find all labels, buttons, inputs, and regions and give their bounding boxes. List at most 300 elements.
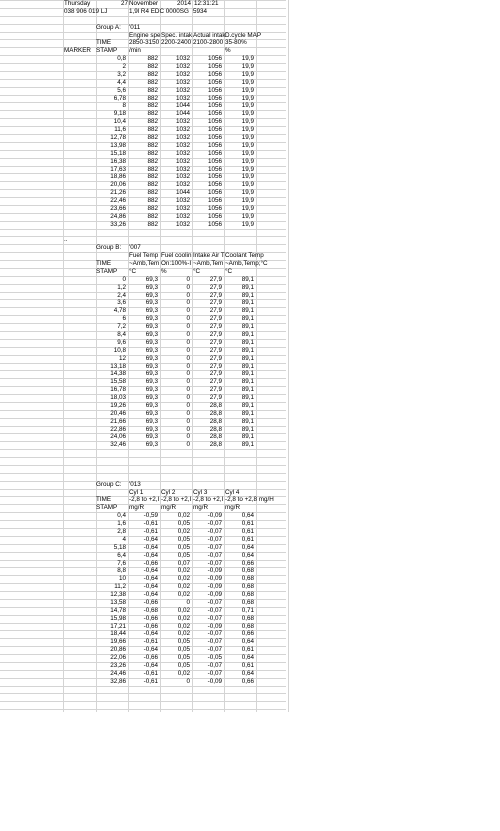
data-value: -0,64 <box>143 543 158 551</box>
data-value: -0,09 <box>207 512 222 520</box>
data-value: 28,8 <box>209 417 222 425</box>
data-value: -0,07 <box>207 543 222 551</box>
data-value: -0,07 <box>207 598 222 606</box>
group-a-label: Group A: <box>96 23 121 31</box>
time-stamp: 0 <box>122 275 126 283</box>
data-value: 19,9 <box>241 78 254 86</box>
data-value: 89,1 <box>241 401 254 409</box>
time-stamp: 1,6 <box>117 520 126 528</box>
data-value: 69,3 <box>145 386 158 394</box>
data-value: 882 <box>147 78 158 86</box>
time-stamp: 8 <box>122 102 126 110</box>
data-value: 27,9 <box>209 394 222 401</box>
data-value: 0,68 <box>241 591 254 598</box>
spec-range: ~Amb,Tem <box>129 260 160 267</box>
data-value: 0 <box>186 283 190 291</box>
data-value: 19,9 <box>241 181 254 189</box>
data-value: 27,9 <box>209 315 222 323</box>
data-value: 1032 <box>175 181 190 189</box>
separator: .. <box>64 236 68 244</box>
data-value: -0,07 <box>207 638 222 646</box>
data-value: -0,09 <box>207 583 222 591</box>
grid-row-line <box>0 481 286 482</box>
data-value: 0,05 <box>177 661 190 669</box>
data-value: -0,09 <box>207 677 222 685</box>
data-value: 1056 <box>207 134 222 141</box>
spec-range: 35-80% <box>225 39 247 47</box>
data-value: 27,9 <box>209 307 222 315</box>
time-stamp: 20,06 <box>110 181 126 189</box>
data-value: 882 <box>147 70 158 78</box>
time-stamp: 10,8 <box>113 346 126 354</box>
data-value: 69,3 <box>145 409 158 417</box>
time-stamp: 21,26 <box>110 189 126 197</box>
data-value: 0 <box>186 417 190 425</box>
data-value: 19,9 <box>241 141 254 149</box>
data-value: 89,1 <box>241 283 254 291</box>
grid-row-line <box>0 16 286 17</box>
data-value: 0 <box>186 354 190 362</box>
time-stamp: 13,18 <box>110 362 126 370</box>
unit-label: °C <box>225 267 233 275</box>
column-title: Spec. intak <box>161 31 193 39</box>
data-value: 0,64 <box>241 638 254 646</box>
data-value: 1056 <box>207 94 222 102</box>
data-value: 882 <box>147 94 158 102</box>
data-value: 1056 <box>207 110 222 118</box>
data-value: 69,3 <box>145 425 158 433</box>
data-value: 0 <box>186 362 190 370</box>
grid-row-line <box>0 268 286 269</box>
data-value: 27,9 <box>209 323 222 331</box>
data-value: 1032 <box>175 197 190 204</box>
data-value: 1056 <box>207 118 222 126</box>
data-value: 882 <box>147 55 158 63</box>
data-value: 0,64 <box>241 543 254 551</box>
time-stamp: 8,8 <box>117 567 126 575</box>
data-value: 1032 <box>175 63 190 70</box>
time-stamp: 22,86 <box>110 425 126 433</box>
data-value: 19,9 <box>241 55 254 63</box>
data-value: -0,07 <box>207 535 222 543</box>
group-b-label: Group B: <box>96 244 122 252</box>
header-code: 5934 <box>193 7 208 15</box>
data-value: 882 <box>147 102 158 110</box>
data-value: 69,3 <box>145 394 158 401</box>
data-value: 1056 <box>207 149 222 157</box>
data-value: 0,02 <box>177 528 190 535</box>
data-value: 0 <box>186 291 190 299</box>
data-value: 882 <box>147 110 158 118</box>
time-stamp: 6,78 <box>113 94 126 102</box>
data-value: 0,05 <box>177 638 190 646</box>
grid-row-line <box>0 709 286 710</box>
data-value: 89,1 <box>241 354 254 362</box>
time-stamp: 0,4 <box>117 512 126 520</box>
data-value: 1032 <box>175 220 190 228</box>
data-value: 882 <box>147 86 158 94</box>
data-value: 882 <box>147 63 158 70</box>
data-value: 0 <box>186 425 190 433</box>
data-value: -0,09 <box>207 567 222 575</box>
spec-range: On:100%-I <box>161 260 192 267</box>
data-value: 89,1 <box>241 338 254 346</box>
data-value: -0,09 <box>207 591 222 598</box>
data-value: 0,05 <box>177 646 190 654</box>
data-value: 882 <box>147 134 158 141</box>
column-title: Fuel Temp <box>129 252 159 260</box>
data-value: 69,3 <box>145 417 158 425</box>
data-value: 0,68 <box>241 622 254 630</box>
grid-row-line <box>0 449 286 450</box>
data-value: -0,64 <box>143 575 158 583</box>
data-value: 19,9 <box>241 70 254 78</box>
time-stamp: 24,46 <box>110 669 126 677</box>
data-value: 1056 <box>207 173 222 181</box>
data-value: 882 <box>147 149 158 157</box>
time-stamp: 4 <box>122 535 126 543</box>
data-value: 19,9 <box>241 157 254 165</box>
data-value: 1056 <box>207 189 222 197</box>
header-part-number: 038 906 019 LJ <box>64 7 108 15</box>
data-value: 1032 <box>175 126 190 134</box>
data-value: 89,1 <box>241 433 254 441</box>
data-value: -0,64 <box>143 661 158 669</box>
data-value: 69,3 <box>145 275 158 283</box>
data-value: 69,3 <box>145 331 158 338</box>
data-value: 19,9 <box>241 189 254 197</box>
data-value: -0,64 <box>143 535 158 543</box>
grid-column-line <box>288 0 289 712</box>
data-value: 882 <box>147 165 158 173</box>
data-value: 89,1 <box>241 378 254 386</box>
time-stamp: 23,66 <box>110 204 126 212</box>
data-value: 89,1 <box>241 362 254 370</box>
data-value: 69,3 <box>145 291 158 299</box>
group-b-id: '007 <box>129 244 141 252</box>
grid-row-line <box>0 473 286 474</box>
data-value: -0,09 <box>207 575 222 583</box>
data-value: -0,61 <box>143 528 158 535</box>
data-value: 0,02 <box>177 622 190 630</box>
time-stamp: 6,4 <box>117 551 126 559</box>
data-value: 0,68 <box>241 575 254 583</box>
data-value: 28,8 <box>209 433 222 441</box>
data-value: 0 <box>186 409 190 417</box>
data-value: 1056 <box>207 181 222 189</box>
data-value: 882 <box>147 189 158 197</box>
data-value: 0,66 <box>241 630 254 638</box>
time-stamp: 13,98 <box>110 141 126 149</box>
data-value: 0,02 <box>177 575 190 583</box>
data-value: 0,05 <box>177 551 190 559</box>
data-value: -0,07 <box>207 646 222 654</box>
data-value: -0,61 <box>143 677 158 685</box>
column-title: D.cycle MAP <box>225 31 262 39</box>
data-value: 89,1 <box>241 307 254 315</box>
data-value: 19,9 <box>241 204 254 212</box>
data-value: -0,64 <box>143 551 158 559</box>
data-value: 882 <box>147 157 158 165</box>
data-value: 89,1 <box>241 346 254 354</box>
data-value: 89,1 <box>241 425 254 433</box>
header-day: Thursday <box>64 0 91 7</box>
data-value: -0,66 <box>143 622 158 630</box>
time-label: TIME <box>96 496 112 504</box>
data-value: -0,07 <box>207 630 222 638</box>
time-stamp: 12,78 <box>110 134 126 141</box>
data-value: 1032 <box>175 173 190 181</box>
data-value: 0 <box>186 338 190 346</box>
time-stamp: 15,98 <box>110 614 126 622</box>
data-value: 1044 <box>175 189 190 197</box>
data-value: -0,64 <box>143 567 158 575</box>
data-value: 1056 <box>207 204 222 212</box>
data-value: 89,1 <box>241 275 254 283</box>
data-value: 69,3 <box>145 362 158 370</box>
data-value: 0,68 <box>241 567 254 575</box>
data-value: 882 <box>147 197 158 204</box>
data-value: 1044 <box>175 102 190 110</box>
data-value: -0,66 <box>143 559 158 567</box>
data-value: -0,64 <box>143 630 158 638</box>
grid-row-line <box>0 457 286 458</box>
grid-row-line <box>0 47 286 48</box>
time-stamp: 0,8 <box>117 55 126 63</box>
time-stamp: 5,6 <box>117 86 126 94</box>
data-value: 1056 <box>207 70 222 78</box>
data-value: 0,71 <box>241 606 254 614</box>
data-value: -0,07 <box>207 520 222 528</box>
time-stamp: 22,46 <box>110 197 126 204</box>
data-value: 1044 <box>175 110 190 118</box>
data-value: 1056 <box>207 63 222 70</box>
data-value: 0,05 <box>177 535 190 543</box>
time-stamp: 7,2 <box>117 323 126 331</box>
data-value: 19,9 <box>241 165 254 173</box>
data-value: 0 <box>186 386 190 394</box>
time-stamp: 10,4 <box>113 118 126 126</box>
time-stamp: 18,44 <box>110 630 126 638</box>
data-value: 1032 <box>175 204 190 212</box>
group-c-id: '013 <box>129 480 141 488</box>
grid-row-line <box>0 465 286 466</box>
unit-label: mg/R <box>129 504 145 512</box>
data-value: -0,59 <box>143 512 158 520</box>
time-stamp: 15,58 <box>110 378 126 386</box>
time-stamp: 9,6 <box>117 338 126 346</box>
time-stamp: 32,86 <box>110 677 126 685</box>
data-value: 0,05 <box>177 654 190 661</box>
data-value: 27,9 <box>209 275 222 283</box>
data-value: 0,64 <box>241 669 254 677</box>
unit-label: mg/R <box>225 504 241 512</box>
data-value: 89,1 <box>241 291 254 299</box>
data-value: 27,9 <box>209 299 222 307</box>
data-value: 882 <box>147 141 158 149</box>
data-value: 28,8 <box>209 401 222 409</box>
data-value: 89,1 <box>241 323 254 331</box>
data-value: 27,9 <box>209 378 222 386</box>
data-value: 1032 <box>175 149 190 157</box>
data-value: 27,9 <box>209 346 222 354</box>
grid-row-line <box>0 236 286 237</box>
data-value: 69,3 <box>145 370 158 378</box>
data-value: 69,3 <box>145 346 158 354</box>
data-value: 0,61 <box>241 661 254 669</box>
data-value: 882 <box>147 126 158 134</box>
data-value: -0,07 <box>207 614 222 622</box>
data-value: 0 <box>186 307 190 315</box>
data-value: 0 <box>186 299 190 307</box>
unit-label: °C <box>193 267 201 275</box>
data-value: 1032 <box>175 212 190 220</box>
data-value: 27,9 <box>209 331 222 338</box>
column-title: Coolant Temp <box>225 252 264 260</box>
time-stamp: 13,58 <box>110 598 126 606</box>
data-value: 28,8 <box>209 441 222 449</box>
data-value: 1032 <box>175 118 190 126</box>
data-value: -0,68 <box>143 606 158 614</box>
time-stamp: 2,8 <box>117 528 126 535</box>
data-value: 0 <box>186 598 190 606</box>
time-stamp: 24,06 <box>110 433 126 441</box>
time-stamp: 32,46 <box>110 441 126 449</box>
time-stamp: 9,18 <box>113 110 126 118</box>
column-title: Engine spe <box>129 31 161 39</box>
data-value: 1056 <box>207 86 222 94</box>
grid-row-line <box>0 24 286 25</box>
data-value: 0,66 <box>241 559 254 567</box>
data-value: -0,66 <box>143 614 158 622</box>
data-value: 1056 <box>207 55 222 63</box>
data-value: 0,05 <box>177 520 190 528</box>
data-value: 0,02 <box>177 630 190 638</box>
data-value: 0,61 <box>241 528 254 535</box>
time-stamp: 16,38 <box>110 157 126 165</box>
unit-label: mg/R <box>161 504 177 512</box>
data-value: 27,9 <box>209 386 222 394</box>
data-value: 882 <box>147 212 158 220</box>
data-value: -0,61 <box>143 520 158 528</box>
time-stamp: 4,4 <box>117 78 126 86</box>
data-value: 89,1 <box>241 315 254 323</box>
data-value: 0 <box>186 677 190 685</box>
data-value: 1056 <box>207 212 222 220</box>
data-value: 89,1 <box>241 409 254 417</box>
time-stamp: 24,86 <box>110 212 126 220</box>
data-value: 0 <box>186 323 190 331</box>
data-value: -0,66 <box>143 598 158 606</box>
data-value: 0,61 <box>241 646 254 654</box>
unit-label: mg/R <box>193 504 209 512</box>
data-value: 0 <box>186 275 190 283</box>
time-stamp: 18,03 <box>110 394 126 401</box>
data-value: 69,3 <box>145 378 158 386</box>
data-value: -0,07 <box>207 661 222 669</box>
data-value: 1056 <box>207 126 222 134</box>
data-value: 0,61 <box>241 535 254 543</box>
spec-range: 2100-2800 <box>193 39 224 47</box>
data-value: 1032 <box>175 141 190 149</box>
data-value: 0,02 <box>177 669 190 677</box>
time-stamp: 11,6 <box>114 126 126 134</box>
time-stamp: 23,26 <box>110 661 126 669</box>
unit-label: °C <box>129 267 137 275</box>
time-label: TIME <box>96 260 112 267</box>
time-stamp: 17,63 <box>110 165 126 173</box>
time-stamp: 20,86 <box>110 646 126 654</box>
time-stamp: 19,66 <box>110 638 126 646</box>
time-stamp: 11,2 <box>114 583 126 591</box>
data-value: 0,68 <box>241 598 254 606</box>
data-value: 89,1 <box>241 299 254 307</box>
data-value: 1032 <box>175 55 190 63</box>
data-value: 882 <box>147 118 158 126</box>
grid-row-line <box>0 701 286 702</box>
data-value: 882 <box>147 181 158 189</box>
data-value: 1056 <box>207 141 222 149</box>
data-value: 27,9 <box>209 283 222 291</box>
spec-range: -2,8 to +2,I <box>193 496 224 504</box>
data-value: -0,09 <box>207 622 222 630</box>
data-value: 0 <box>186 315 190 323</box>
time-stamp: 18,86 <box>110 173 126 181</box>
data-value: 1056 <box>207 220 222 228</box>
column-title: Cyl 3 <box>193 488 208 496</box>
grid-column-line <box>256 0 257 712</box>
data-value: 89,1 <box>241 417 254 425</box>
time-stamp: 17,21 <box>110 622 126 630</box>
time-stamp: 33,26 <box>110 220 126 228</box>
data-value: -0,07 <box>207 606 222 614</box>
data-value: 0,64 <box>241 654 254 661</box>
time-stamp: 12,38 <box>110 591 126 598</box>
data-value: 19,9 <box>241 149 254 157</box>
data-value: 27,9 <box>209 291 222 299</box>
data-value: 0,64 <box>241 551 254 559</box>
data-value: 0 <box>186 370 190 378</box>
data-value: -0,64 <box>143 591 158 598</box>
group-a-id: '011 <box>129 23 141 31</box>
data-value: 89,1 <box>241 370 254 378</box>
data-value: 0,02 <box>177 583 190 591</box>
data-value: 0 <box>186 378 190 386</box>
spec-range: 2200-2400 <box>161 39 192 47</box>
grid-column-line <box>63 0 64 712</box>
data-value: 0,02 <box>177 614 190 622</box>
data-value: 1056 <box>207 102 222 110</box>
unit-label: % <box>161 267 167 275</box>
grid-row-line <box>0 244 286 245</box>
data-value: 19,9 <box>241 86 254 94</box>
data-value: -0,61 <box>143 638 158 646</box>
data-value: 1032 <box>175 165 190 173</box>
column-title: Cyl 2 <box>161 488 176 496</box>
data-value: 69,3 <box>145 401 158 409</box>
data-value: 0,02 <box>177 567 190 575</box>
time-stamp: 20,46 <box>110 409 126 417</box>
data-value: 19,9 <box>241 63 254 70</box>
data-value: 69,3 <box>145 315 158 323</box>
time-stamp: 14,38 <box>110 370 126 378</box>
data-value: 19,9 <box>241 118 254 126</box>
time-stamp: 22,06 <box>110 654 126 661</box>
data-value: 69,3 <box>145 307 158 315</box>
time-stamp: 15,18 <box>110 149 126 157</box>
data-value: 28,8 <box>209 409 222 417</box>
header-engine: 1,9l R4 EDC 0000SG <box>129 7 189 15</box>
